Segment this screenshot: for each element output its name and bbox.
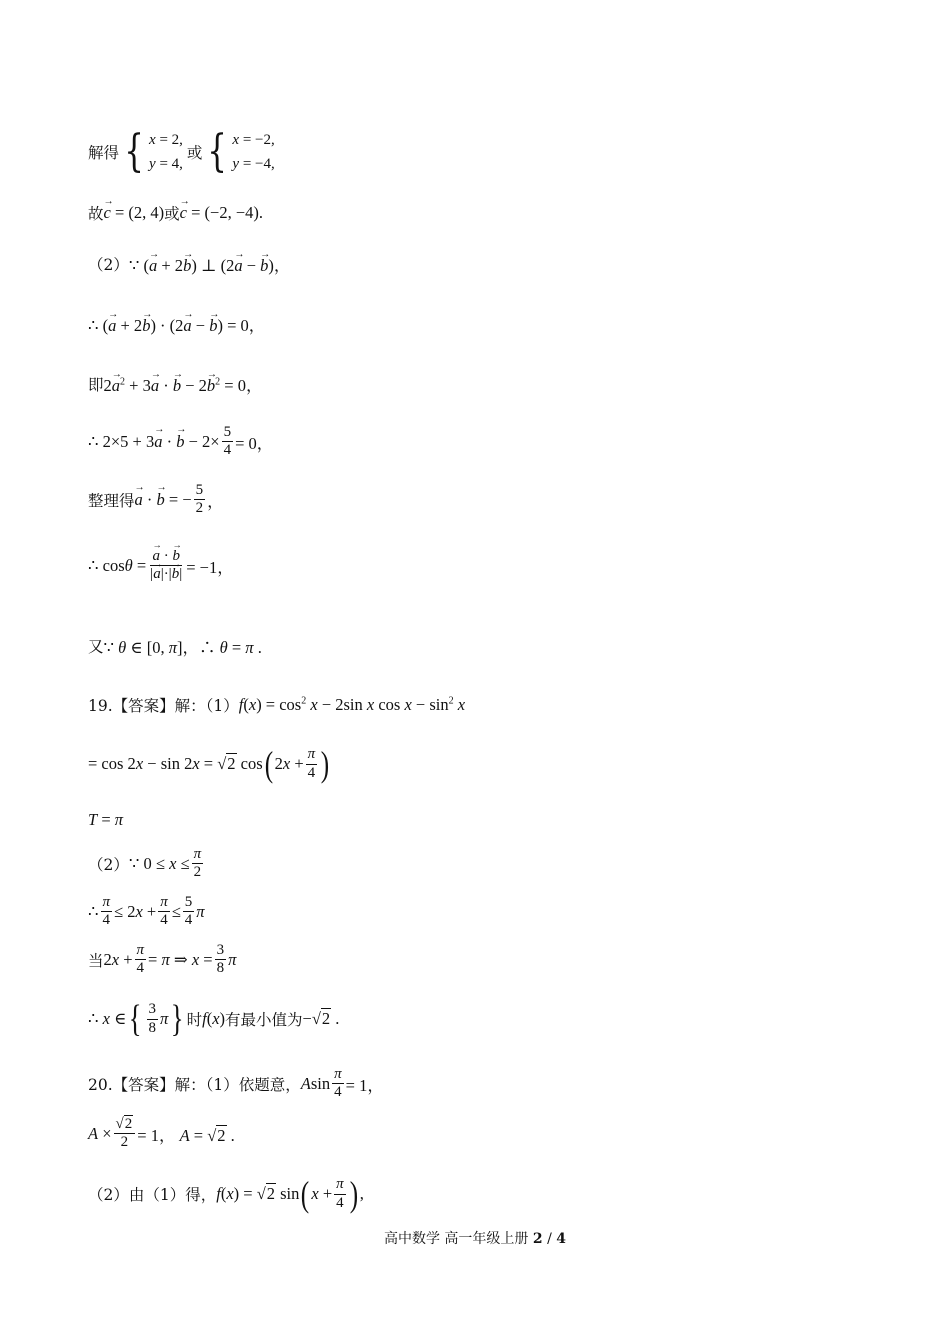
page-separator: / [547,1231,552,1247]
text-you: 又 [88,638,104,656]
fraction: $\frac{5}{2}$ [195,482,204,517]
solution-system-line [88,128,275,176]
fraction: $\frac{5}{4}$ [184,894,193,929]
text-zhenglide: 整理得 [88,491,135,510]
text-or: 或 [186,144,203,162]
q20-part2: （2）由（1）得， f(x) = √2 sin ( x + $\frac{\pi}{4}$ ) , [88,1174,364,1214]
theta-result: 又 ∵ θ ∈ [0, π]，∴ θ = π . [88,634,262,658]
footer-subject: 高中数学 高一年级上册 [383,1231,529,1247]
part-label: （2） [88,256,129,274]
fraction: $\frac{\pi}{4}$ [307,746,316,781]
fraction: $\frac{\pi}{4}$ [160,894,168,929]
dot-product-zero: ∴ (→ a + 2→ b) · (2→ a − → b) = 0， [88,312,265,336]
left-brace: { [124,126,144,177]
q19-part2-range: （2） ∵ 0 ≤ x ≤ $\frac{\pi}{2}$ [88,846,202,881]
fraction: $\frac{\pi}{4}$ [102,894,111,929]
q19-inequality: ∴ $\frac{\pi}{4}$ ≤ 2x + $\frac{\pi}{4}$ ≤ $\frac{5}{4}$ π [88,894,205,929]
page-number: 2 [532,1231,543,1247]
q19-result: ∴ x ∈ { $\frac{3}{8}$ π } 时 f(x) 有最小值为 −√2 . [88,998,340,1040]
vector-c-result: 故 → c = (2, 4) 或 → c = (−2, −4). [88,202,263,224]
dot-product-value: 整理得 → a · → b = − $\frac{5}{2}$ ， [88,482,224,518]
q20-A-value: A × $\frac{√2}{2}$ = 1， A = √2 . [88,1116,235,1151]
substituted-equation: ∴ 2×5 + 3→ a · → b − 2× $\frac{5}{4}$ = 0， [88,424,273,460]
fraction: $\frac{\pi}{4}$ [334,1066,342,1101]
system-2: x = −2, y = −4, [232,132,275,172]
fraction: $\frac{3}{8}$ [216,942,225,977]
text-ji: 即 [88,376,104,394]
text-shi: 时 [186,1011,203,1029]
cos-theta: ∴ cosθ = → $\frac{a \cdot \to b}{|\to a|\cdot|\to b|}$ = −1， [88,548,234,584]
expanded-equation: 即 $2\to a^2 + 3\to a$ · → $b - 2\to b^2 = 0$， [88,372,262,396]
fraction: $\frac{\pi}{4}$ [336,1176,344,1211]
fraction: $\frac{√2}{2}$ [114,1116,136,1152]
q20-label: 20.【答案】解：（1）依题意， [88,1075,301,1094]
fraction: $\frac{\pi}{4}$ [136,942,145,977]
part-label: （2）由（1）得， [88,1186,217,1204]
q19-label: 19.【答案】解：（1） [88,697,239,715]
q19-simplified: = cos 2x − sin 2x = √2 cos ( 2x + $\frac{\pi}{4}$ ) [88,744,330,784]
q19-when: 当 2x + $\frac{\pi}{4}$ = π ⇒ x = $\frac{3}{8}$ π [88,942,237,977]
q20-heading: 20.【答案】解：（1）依题意， Asin $\frac{\pi}{4}$ = 1， [88,1066,384,1101]
fraction: $\frac{5}{4}$ [223,424,232,459]
part-label: （2） [88,855,129,874]
fraction: $\frac{\pi}{2}$ [193,846,202,881]
page-total: 4 [556,1231,567,1247]
text-dang: 当 [88,951,104,970]
text-gu: 故 [88,205,104,223]
fraction: → $\frac{a \cdot \to b}{|\to a|\cdot|\to b|}$ [148,548,184,584]
text-or: 或 [164,205,180,223]
q19-heading: 19.【答案】解：（1） $f(x) = \cos^2 x - 2\sin$ x $\cos x - \sin^2 x$ [88,695,466,715]
text-jiede: 解得 [88,144,120,162]
left-brace: { [207,126,228,177]
part2-condition: （2） ∵ (→ a + 2→ b) ⊥ (2→ a − → b)， [88,252,290,276]
fraction: $\frac{3}{8}$ [148,1001,157,1036]
page-footer [0,1228,950,1248]
q19-period: T = π [88,810,124,829]
system-1: x = 2, y = 4, [149,132,183,172]
text-min-value: 有最小值为 [225,1011,303,1029]
